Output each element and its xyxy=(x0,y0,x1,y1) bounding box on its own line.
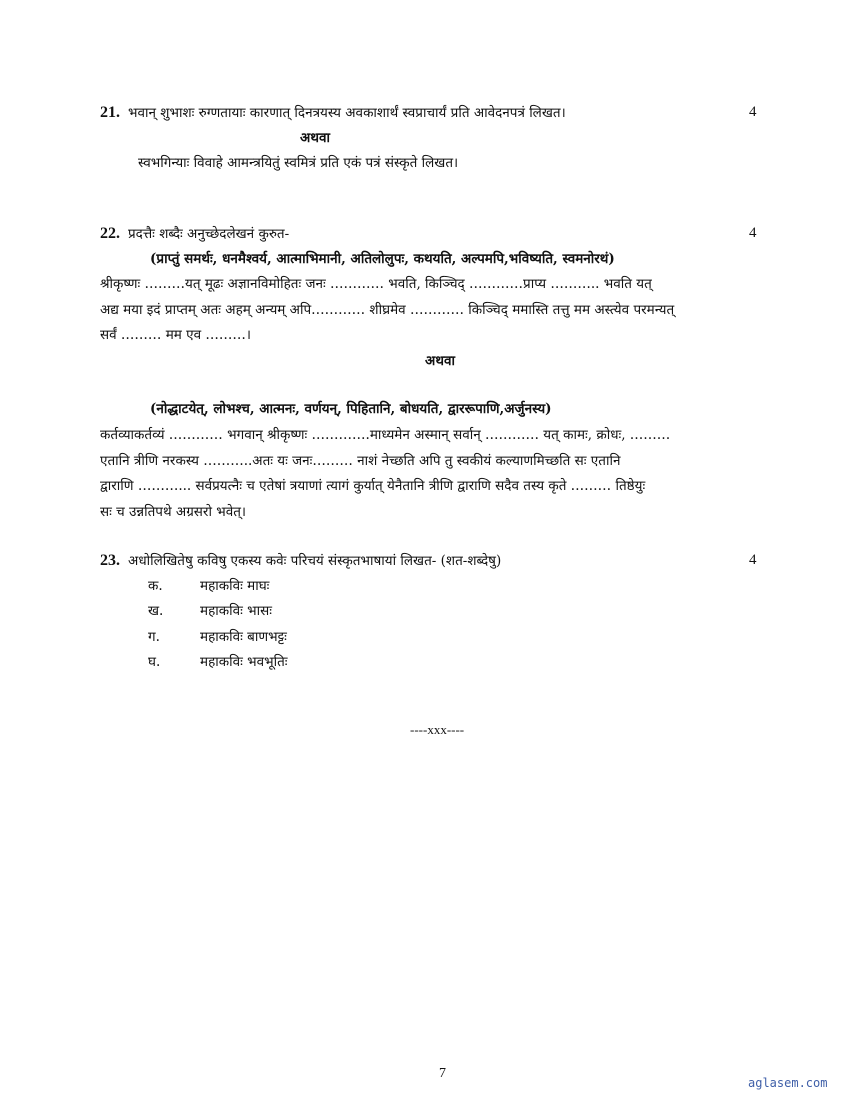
q21-marks: 4 xyxy=(749,104,757,120)
paragraph-a-line: अद्य मया इदं प्राप्तम् अतः अहम् अन्यम् अपि………… शीघ्रमेव ………… किञ्चिद् ममास्ति तत्तु मम अस्त्येव परमन्यत् xyxy=(100,301,675,318)
q23-option xyxy=(148,578,269,594)
q23-option xyxy=(148,603,272,619)
q21-number: 21. xyxy=(100,104,120,121)
q22-paragraph-a xyxy=(100,272,790,349)
q22-word-list-a: (प्राप्तुं समर्थः, धनमैश्वर्य, आत्माभिमानी, अतिलोलुपः, कथयति, अल्पमपि,भविष्यति, स्वमनोरथं) xyxy=(150,251,615,267)
watermark: aglasem.com xyxy=(748,1076,828,1090)
option-text: महाकविः माघः xyxy=(200,578,270,594)
page-number: 7 xyxy=(439,1066,446,1081)
q23-marks: 4 xyxy=(749,552,757,568)
q22-marks: 4 xyxy=(749,225,757,241)
option-label: क. xyxy=(148,578,163,594)
q21-alt-text: स्वभगिन्याः विवाहे आमन्त्रयितुं स्वमित्रं प्रति एकं पत्रं संस्कृते लिखत। xyxy=(138,155,459,171)
paragraph-a-line: सर्वं ……… मम एव ………। xyxy=(100,327,252,343)
q23-text: अधोलिखितेषु कविषु एकस्य कवेः परिचयं संस्कृतभाषायां लिखत- (शत-शब्देषु) xyxy=(128,553,502,569)
q22-paragraph-b xyxy=(100,423,790,525)
option-text: महाकविः भासः xyxy=(200,603,272,619)
option-text: महाकविः बाणभट्टः xyxy=(200,629,287,645)
q22-text: प्रदत्तैः शब्दैः अनुच्छेदलेखनं कुरुत- xyxy=(128,226,290,242)
paragraph-a-line: श्रीकृष्णः ………यत् मूढः अज्ञानविमोहितः जनः ………… भवति, किञ्चिद् …………प्राप्य ……….. भवति यत् xyxy=(100,276,652,292)
q21-or-label: अथवा xyxy=(300,130,330,146)
paragraph-b-line: एतानि त्रीणि नरकस्य ………..अतः यः जनः……… नाशं नेच्छति अपि तु स्वकीयं कल्याणमिच्छति सः एतानि xyxy=(100,452,621,469)
q23-option xyxy=(148,654,288,670)
option-text: महाकविः भवभूतिः xyxy=(200,654,288,670)
q22-word-list-b: (नोद्धाटयेत्, लोभश्च, आत्मनः, वर्णयन्, पिहितानि, बोधयति, द्वाररूपाणि,अर्जुनस्य) xyxy=(150,401,552,417)
paragraph-b-line: द्वाराणि ………... सर्वप्रयत्नैः च एतेषां त्रयाणां त्यागं कुर्यात् येनैतानि त्रीणि द्वाराणि सदैव तस्य कृते ……… तिष्ठेयुः xyxy=(100,478,646,494)
option-label: ख. xyxy=(148,603,164,619)
end-separator: ----xxx---- xyxy=(410,722,465,737)
q23-option xyxy=(148,629,287,645)
option-label: घ. xyxy=(148,654,161,670)
q22-or-label: अथवा xyxy=(425,353,455,369)
option-label: ग. xyxy=(148,629,160,645)
q21-text: भवान् शुभाशः रुग्णतायाः कारणात् दिनत्रयस्य अवकाशार्थं स्वप्राचार्यं प्रति आवेदनपत्रं लिखत। xyxy=(128,105,566,121)
paragraph-b-line: सः च उन्नतिपथे अग्रसरो भवेत्। xyxy=(100,503,247,520)
paragraph-b-line: कर्तव्याकर्तव्यं ………… भगवान् श्रीकृष्णः ………….माध्यमेन अस्मान् सर्वान् ………… यत् कामः, क्रोधः, ……… xyxy=(100,427,671,443)
q22-number: 22. xyxy=(100,225,120,242)
q23-number: 23. xyxy=(100,552,120,569)
